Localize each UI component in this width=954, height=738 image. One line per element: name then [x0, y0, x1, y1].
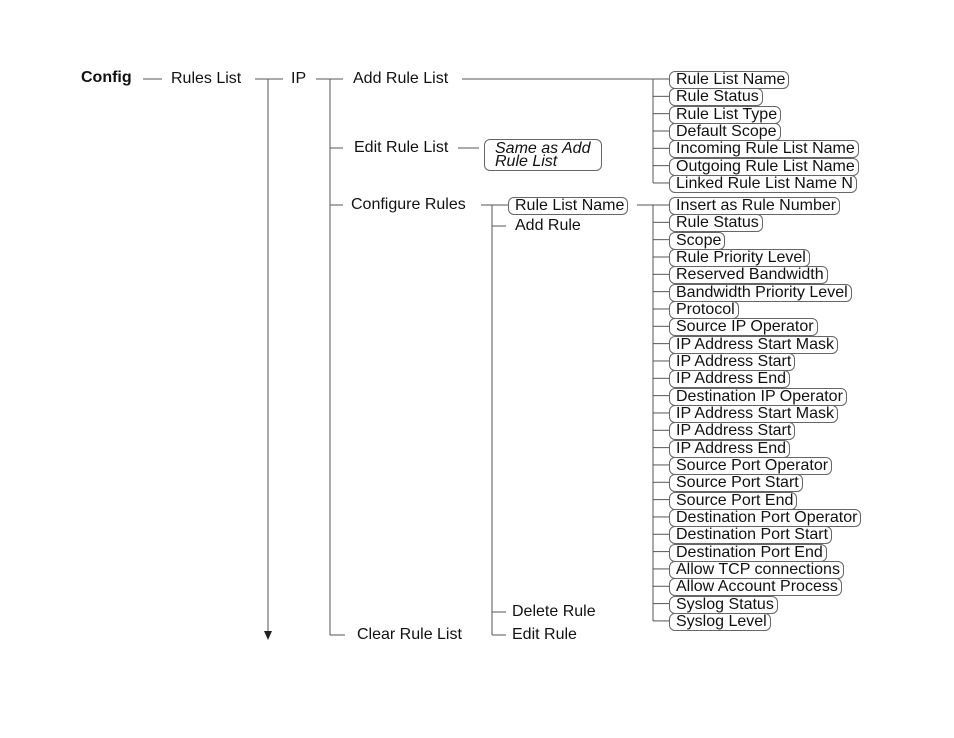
field-box: Source Port Start	[669, 474, 803, 492]
field-box: Syslog Status	[669, 596, 778, 614]
field-box: Scope	[669, 232, 725, 250]
field-box: Destination Port Start	[669, 526, 832, 544]
field-box: Linked Rule List Name N	[669, 175, 857, 193]
field-box: Protocol	[669, 301, 739, 319]
rule-list-name-box: Rule List Name	[508, 197, 628, 215]
field-box: IP Address Start Mask	[669, 405, 838, 423]
add-rule-node: Add Rule	[515, 217, 581, 234]
field-box: Outgoing Rule List Name	[669, 158, 859, 176]
field-box: Source IP Operator	[669, 318, 818, 336]
field-box: Source Port Operator	[669, 457, 832, 475]
field-box: Reserved Bandwidth	[669, 266, 828, 284]
field-box: Bandwidth Priority Level	[669, 284, 852, 302]
field-box: IP Address End	[669, 370, 790, 388]
field-box: Source Port End	[669, 492, 797, 510]
config-node: Config	[81, 69, 132, 86]
field-box: Allow Account Process	[669, 578, 842, 596]
ip-node: IP	[291, 70, 307, 87]
field-box: Rule List Name	[669, 71, 789, 89]
field-box: Destination Port End	[669, 544, 827, 562]
field-box: Syslog Level	[669, 613, 771, 631]
field-box: Rule Status	[669, 214, 763, 232]
field-box: IP Address Start	[669, 353, 795, 371]
field-box: Rule List Type	[669, 106, 781, 124]
field-box: Destination Port Operator	[669, 509, 861, 527]
field-box: IP Address Start Mask	[669, 336, 838, 354]
field-box: Insert as Rule Number	[669, 197, 840, 215]
field-box: Default Scope	[669, 123, 781, 141]
field-box: Rule Priority Level	[669, 249, 810, 267]
field-box: Allow TCP connections	[669, 561, 844, 579]
add-rule-list-node: Add Rule List	[353, 70, 449, 87]
field-box: Destination IP Operator	[669, 388, 847, 406]
edit-rule-list-node: Edit Rule List	[354, 139, 449, 156]
configure-rules-node: Configure Rules	[351, 196, 466, 213]
rules-list-node: Rules List	[171, 70, 242, 87]
field-box: IP Address End	[669, 440, 790, 458]
edit-rule-node: Edit Rule	[512, 626, 577, 643]
same-as-add-note: Same as Add Rule List	[484, 139, 602, 171]
field-box: Rule Status	[669, 88, 763, 106]
delete-rule-node: Delete Rule	[512, 603, 596, 620]
clear-rule-list-node: Clear Rule List	[357, 626, 462, 643]
field-box: Incoming Rule List Name	[669, 140, 859, 158]
field-box: IP Address Start	[669, 422, 795, 440]
